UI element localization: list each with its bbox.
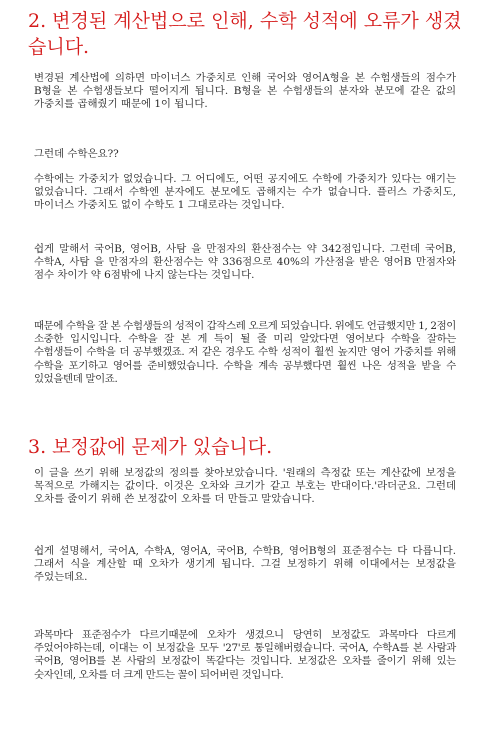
section-2-paragraph-4: 쉽게 말해서 국어B, 영어B, 사탐 을 만점자의 환산점수는 약 342점입니다. 그런데 국어B, 수학A, 사탐 을 만점자의 환산점수는 약 336점으로 40%의 가산점을 받은 영어B 만점자와 점수 차이가 약 6점밖에 나지 않는다는 것입니다. bbox=[34, 243, 456, 282]
section-2-paragraph-5: 때문에 수학을 잘 본 수험생들의 성적이 갑작스레 오르게 되었습니다. 위에도 언급했지만 1, 2점이 소중한 입시입니다. 수학을 잘 본 게 득이 될 줄 미리 알았다면 영어보다 수학을 잘하는 수험생들이 수학을 더 공부했겠죠. 저 같은 경우도 수학 성적이 훨씬 높지만 영어 가중치를 위해 수학을 포기하고 영어를 준비했었습니다. 수학을 계속 공부했다면 훨씬 나은 성적을 받을 수 있었을텐데 말이죠. bbox=[34, 320, 456, 385]
section-3-paragraph-3: 과목마다 표준점수가 다르기때문에 오차가 생겼으니 당연히 보정값도 과목마다 다르게 주었어야하는데, 이대는 이 보정값을 모두 '27'로 통일해버렸습니다. 국어A, 수학A를 본 사람과 국어B, 영어B를 본 사람의 보정값이 똑같다는 것입니다. 보정값은 오차를 줄이기 위해 있는 숫자인데, 오차를 더 크게 만드는 꼴이 되어버린 것입니다. bbox=[34, 629, 456, 681]
section-2-paragraph-3: 수학에는 가중치가 없었습니다. 그 어디에도, 어떤 공지에도 수학에 가중치가 있다는 얘기는 없었습니다. 그래서 수학엔 분자에도 분모에도 곱해지는 수가 없습니다. 플러스 가중치도, 마이너스 가중치도 없이 수학도 1 그대로라는 것입니다. bbox=[34, 173, 456, 212]
section-2-paragraph-1: 변경된 계산법에 의하면 마이너스 가중치로 인해 국어와 영어A형을 본 수험생들의 점수가 B형을 본 수험생들보다 떨어지게 됩니다. B형을 본 수험생들의 분자와 분모에 같은 값의 가중치를 곱해줬기 때문에 1이 됩니다. bbox=[34, 72, 456, 111]
section-2-paragraph-2: 그런데 수학은요?? bbox=[34, 148, 119, 160]
section-3-paragraph-1: 이 글을 쓰기 위해 보정값의 정의를 찾아보았습니다. '원래의 측정값 또는 계산값에 보정을 목적으로 가해지는 값이다. 이것은 오차와 크기가 같고 부호는 반대이다.'라더군요. 그런데 오차를 줄이기 위해 쓴 보정값이 오차를 더 만들고 말았습니다. bbox=[34, 467, 456, 506]
section-2-heading: 2. 변경된 계산법으로 인해, 수학 성적에 오류가 생겼습니다. bbox=[28, 10, 462, 58]
section-3-paragraph-2: 쉽게 설명해서, 국어A, 수학A, 영어A, 국어B, 수학B, 영어B형의 표준점수는 다 다릅니다. 그래서 식을 계산할 때 오차가 생기게 됩니다. 그걸 보정하기 위해 이대에서는 보정값을 주었는데요. bbox=[34, 545, 456, 584]
section-3-heading: 3. 보정값에 문제가 있습니다. bbox=[28, 436, 273, 458]
